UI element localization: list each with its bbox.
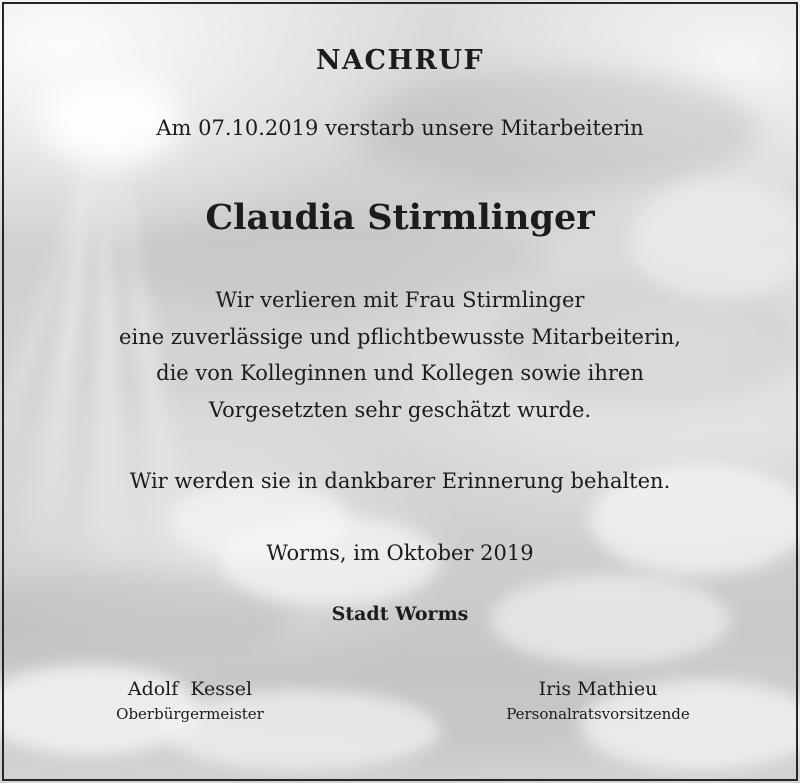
signatory-staff-council (476, 676, 720, 726)
notice-title: NACHRUF (315, 45, 485, 76)
tribute-line: Wir verlieren mit Frau Stirmlinger (215, 288, 585, 312)
signatory-name: Adolf Kessel (127, 678, 253, 700)
tribute-line: eine zuverlässige und pflichtbewusste Mitarbeiterin, (119, 324, 681, 349)
place-and-date: Worms, im Oktober 2019 (266, 541, 534, 565)
death-announcement: Am 07.10.2019 verstarb unsere Mitarbeiterin (156, 116, 644, 140)
tribute-text (0, 282, 800, 428)
signatory-role: Personalratsvorsitzende (506, 705, 690, 723)
signatory-mayor (70, 676, 310, 726)
tribute-line: Vorgesetzten sehr geschätzt wurde. (208, 397, 592, 422)
organization-name: Stadt Worms (331, 603, 469, 625)
closing-sentence: Wir werden sie in dankbarer Erinnerung behalten. (129, 469, 671, 493)
signatory-name: Iris Mathieu (538, 678, 658, 700)
tribute-line: die von Kolleginnen und Kollegen sowie ihren (156, 361, 644, 385)
deceased-name: Claudia Stirmlinger (205, 197, 595, 238)
signatory-role: Oberbürgermeister (116, 705, 264, 723)
